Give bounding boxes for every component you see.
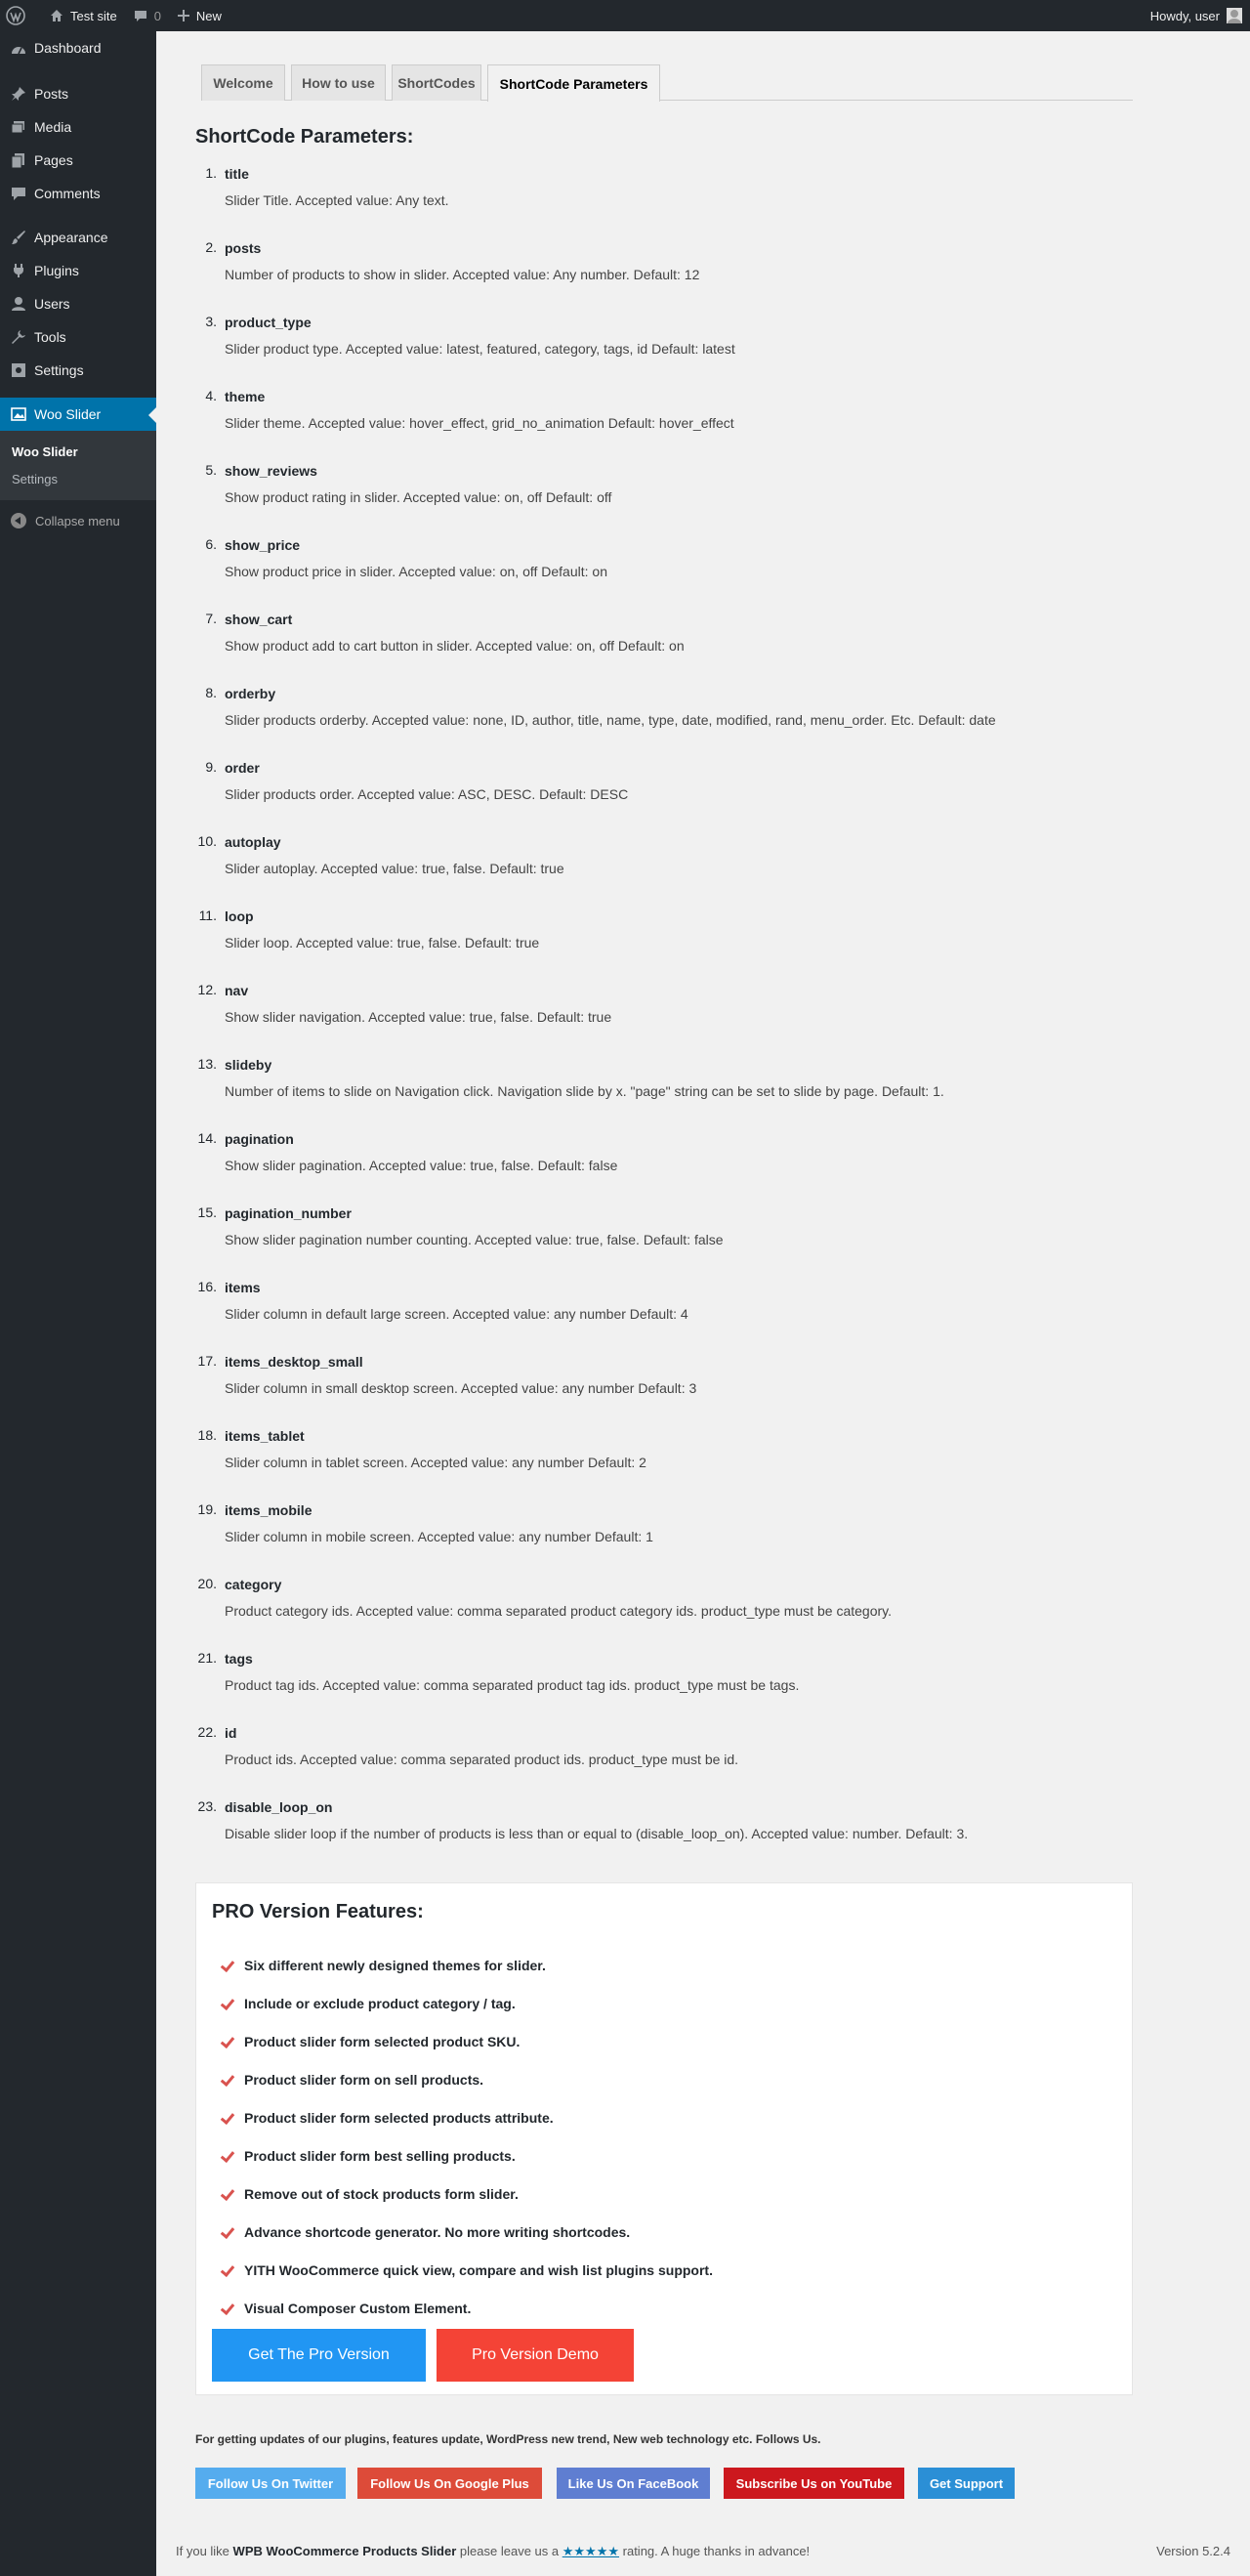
footer-pre: If you like xyxy=(176,2544,229,2558)
page-title: ShortCode Parameters: xyxy=(195,126,414,148)
parameter-description: Slider Title. Accepted value: Any text. xyxy=(225,192,449,208)
parameter-name: order xyxy=(225,760,260,776)
submenu-item-settings[interactable]: Settings xyxy=(12,471,58,486)
checkmark-icon xyxy=(220,2073,233,2087)
pro-feature-item xyxy=(212,2022,713,2060)
checkmark-icon xyxy=(220,2263,233,2277)
pro-feature-label: Remove out of stock products form slider. xyxy=(244,2185,519,2202)
parameter-number: 6. xyxy=(205,536,217,552)
howdy-text: Howdy, user xyxy=(1149,8,1220,23)
parameter-number: 18. xyxy=(197,1427,217,1443)
parameter-item xyxy=(195,1204,1133,1279)
checkmark-icon xyxy=(220,2035,233,2048)
sidebar-item-label: Media xyxy=(34,119,72,135)
parameter-name: nav xyxy=(225,983,249,998)
parameter-number: 20. xyxy=(197,1576,217,1591)
pro-feature-item xyxy=(212,1946,713,1984)
collapse-menu-button[interactable] xyxy=(0,504,156,537)
parameter-item xyxy=(195,1056,1133,1130)
sidebar-item-label: Woo Slider xyxy=(34,406,102,422)
checkmark-icon xyxy=(220,2225,233,2239)
plugin-icon xyxy=(9,261,28,280)
sidebar-item-settings[interactable] xyxy=(0,354,156,387)
rating-stars-link[interactable]: ★★★★★ xyxy=(562,2544,620,2558)
parameter-name: slideby xyxy=(225,1057,272,1073)
sidebar-item-pages[interactable] xyxy=(0,144,156,177)
parameter-item xyxy=(195,1130,1133,1204)
parameter-number: 2. xyxy=(205,239,217,255)
sidebar-item-appearance[interactable] xyxy=(0,221,156,254)
parameter-item xyxy=(195,908,1133,982)
parameter-item xyxy=(195,536,1133,611)
pro-feature-item xyxy=(212,2136,713,2175)
tab-how-to-use[interactable]: How to use xyxy=(291,64,386,101)
checkmark-icon xyxy=(220,2111,233,2125)
checkmark-icon xyxy=(220,2187,233,2201)
sidebar-item-label: Users xyxy=(34,296,70,312)
parameter-item xyxy=(195,1724,1133,1798)
parameter-description: Product category ids. Accepted value: comma separated product category ids. product_type must be category. xyxy=(225,1603,892,1619)
footer-mid: please leave us a xyxy=(459,2544,560,2558)
parameter-name: posts xyxy=(225,240,262,256)
parameter-item xyxy=(195,314,1133,388)
plus-icon xyxy=(177,9,190,22)
parameters-list xyxy=(195,165,1133,1873)
parameter-description: Show product add to cart button in slider. Accepted value: on, off Default: on xyxy=(225,638,685,654)
parameter-description: Show slider pagination. Accepted value: true, false. Default: false xyxy=(225,1158,618,1173)
parameter-name: id xyxy=(225,1725,237,1741)
parameter-description: Slider column in tablet screen. Accepted value: any number Default: 2 xyxy=(225,1455,646,1470)
parameter-number: 15. xyxy=(197,1204,217,1220)
submenu-item-woo-slider[interactable]: Woo Slider xyxy=(12,443,78,459)
pin-icon xyxy=(9,84,28,104)
pro-feature-label: Six different newly designed themes for slider. xyxy=(244,1957,546,1973)
parameter-name: disable_loop_on xyxy=(225,1799,333,1815)
parameter-item xyxy=(195,833,1133,908)
footer-post: rating. A huge thanks in advance! xyxy=(622,2544,811,2558)
pro-feature-label: YITH WooCommerce quick view, compare and wish list plugins support. xyxy=(244,2261,713,2278)
parameter-item xyxy=(195,982,1133,1056)
menu-separator xyxy=(0,210,156,221)
pro-features-title: PRO Version Features: xyxy=(212,1901,424,1922)
dashboard-icon xyxy=(9,40,28,60)
parameter-number: 13. xyxy=(197,1056,217,1072)
pro-feature-label: Advance shortcode generator. No more writing shortcodes. xyxy=(244,2223,631,2240)
parameter-item xyxy=(195,759,1133,833)
site-name: Test site xyxy=(70,8,117,23)
parameter-name: orderby xyxy=(225,686,276,701)
parameter-number: 12. xyxy=(197,982,217,997)
checkmark-icon xyxy=(220,1959,233,1972)
get-support-button[interactable]: Get Support xyxy=(918,2468,1015,2499)
parameter-description: Slider products orderby. Accepted value: none, ID, author, title, name, type, date, modified, rand, menu_order. Etc. Default: date xyxy=(225,712,996,728)
checkmark-icon xyxy=(220,2302,233,2315)
admin-sidebar xyxy=(0,31,156,2576)
wrench-icon xyxy=(9,327,28,347)
parameter-number: 19. xyxy=(197,1501,217,1517)
get-pro-button[interactable]: Get The Pro Version xyxy=(212,2329,426,2382)
parameter-name: title xyxy=(225,166,249,182)
collapse-arrow-icon xyxy=(11,513,26,528)
parameter-name: show_price xyxy=(225,537,301,553)
pro-demo-button[interactable]: Pro Version Demo xyxy=(437,2329,634,2382)
wp-logo-icon[interactable] xyxy=(0,0,41,31)
parameter-description: Slider column in default large screen. Accepted value: any number Default: 4 xyxy=(225,1306,688,1322)
parameter-item xyxy=(195,165,1133,239)
menu-separator xyxy=(0,387,156,398)
pro-feature-label: Product slider form selected product SKU. xyxy=(244,2033,521,2049)
parameter-description: Show product rating in slider. Accepted value: on, off Default: off xyxy=(225,489,612,505)
parameter-name: items_mobile xyxy=(225,1502,312,1518)
sidebar-item-posts[interactable] xyxy=(0,77,156,110)
parameter-item xyxy=(195,1501,1133,1576)
parameter-item xyxy=(195,1353,1133,1427)
pro-feature-item xyxy=(212,2175,713,2213)
follow-text: For getting updates of our plugins, features update, WordPress new trend, New web technology etc. Follows Us. xyxy=(195,2432,821,2446)
parameter-number: 11. xyxy=(198,908,217,923)
facebook-button[interactable]: Like Us On FaceBook xyxy=(557,2468,710,2499)
parameter-number: 9. xyxy=(205,759,217,775)
parameter-item xyxy=(195,1798,1133,1873)
parameter-name: tags xyxy=(225,1651,253,1667)
parameter-description: Slider column in mobile screen. Accepted value: any number Default: 1 xyxy=(225,1529,653,1544)
media-icon xyxy=(9,117,28,137)
parameter-number: 16. xyxy=(197,1279,217,1294)
parameter-name: items_desktop_small xyxy=(225,1354,363,1370)
parameter-description: Number of products to show in slider. Accepted value: Any number. Default: 12 xyxy=(225,267,700,282)
parameter-number: 23. xyxy=(197,1798,217,1814)
sidebar-item-label: Plugins xyxy=(34,263,79,278)
pro-feature-item xyxy=(212,1984,713,2022)
pages-icon xyxy=(9,150,28,170)
footer-plugin-name: WPB WooCommerce Products Slider xyxy=(232,2544,457,2558)
pro-feature-item xyxy=(212,2098,713,2136)
parameter-name: autoplay xyxy=(225,834,281,850)
sidebar-item-label: Tools xyxy=(34,329,66,345)
parameter-description: Product tag ids. Accepted value: comma separated product tag ids. product_type must be tags. xyxy=(225,1677,800,1693)
comment-bubble-icon xyxy=(133,8,148,23)
users-icon xyxy=(9,294,28,314)
checkmark-icon xyxy=(220,1997,233,2010)
parameter-item xyxy=(195,1650,1133,1724)
pro-feature-item xyxy=(212,2213,713,2251)
parameter-number: 3. xyxy=(205,314,217,329)
menu-separator xyxy=(0,66,156,77)
sidebar-item-plugins[interactable] xyxy=(0,254,156,287)
tab-shortcodes[interactable]: ShortCodes xyxy=(392,64,481,101)
parameter-name: category xyxy=(225,1577,282,1592)
pro-feature-item xyxy=(212,2289,713,2327)
sidebar-item-comments[interactable] xyxy=(0,177,156,210)
pro-feature-label: Include or exclude product category / tag. xyxy=(244,1995,516,2011)
sidebar-item-label: Pages xyxy=(34,152,73,168)
parameter-name: items_tablet xyxy=(225,1428,305,1444)
tab-welcome[interactable]: Welcome xyxy=(201,64,285,101)
parameter-description: Slider autoplay. Accepted value: true, false. Default: true xyxy=(225,861,564,876)
parameter-description: Number of items to slide on Navigation click. Navigation slide by x. "page" string can be set to slide by page. Default: 1. xyxy=(225,1083,944,1099)
parameter-number: 4. xyxy=(205,388,217,403)
new-label: New xyxy=(195,8,222,23)
parameter-description: Slider loop. Accepted value: true, false. Default: true xyxy=(225,935,540,950)
sidebar-item-woo-slider[interactable] xyxy=(0,398,156,431)
sidebar-item-label: Dashboard xyxy=(34,40,102,56)
pro-feature-label: Visual Composer Custom Element. xyxy=(244,2300,472,2316)
parameter-item xyxy=(195,1576,1133,1650)
parameter-name: show_reviews xyxy=(225,463,317,479)
parameter-number: 5. xyxy=(205,462,217,478)
parameter-item xyxy=(195,1279,1133,1353)
pro-feature-label: Product slider form selected products attribute. xyxy=(244,2109,554,2126)
tab-shortcode-parameters[interactable]: ShortCode Parameters xyxy=(487,64,660,102)
youtube-button[interactable]: Subscribe Us on YouTube xyxy=(724,2468,904,2499)
footer-version: Version 5.2.4 xyxy=(1156,2544,1230,2558)
parameter-number: 8. xyxy=(205,685,217,700)
tab-bar xyxy=(201,64,1133,101)
parameter-description: Slider product type. Accepted value: latest, featured, category, tags, id Default: latest xyxy=(225,341,735,357)
parameter-item xyxy=(195,685,1133,759)
comments-count: 0 xyxy=(153,8,161,23)
avatar xyxy=(1227,8,1242,23)
parameter-description: Disable slider loop if the number of products is less than or equal to (disable_loop_on). Accepted value: number. Default: 3. xyxy=(225,1826,969,1841)
parameter-number: 14. xyxy=(197,1130,217,1146)
twitter-button[interactable]: Follow Us On Twitter xyxy=(195,2468,346,2499)
pro-feature-item xyxy=(212,2251,713,2289)
comments-link[interactable] xyxy=(125,0,169,31)
brush-icon xyxy=(9,228,28,247)
sidebar-item-tools[interactable] xyxy=(0,320,156,354)
parameter-name: show_cart xyxy=(225,612,293,627)
collapse-label: Collapse menu xyxy=(35,513,120,528)
parameter-description: Product ids. Accepted value: comma separated product ids. product_type must be id. xyxy=(225,1752,739,1767)
sidebar-item-media[interactable] xyxy=(0,110,156,144)
parameter-item xyxy=(195,462,1133,536)
sidebar-item-label: Appearance xyxy=(34,230,108,245)
parameter-name: product_type xyxy=(225,315,312,330)
parameter-number: 21. xyxy=(197,1650,217,1666)
admin-bar xyxy=(0,0,1250,31)
settings-icon xyxy=(9,360,28,380)
home-icon xyxy=(49,8,64,23)
parameter-description: Slider theme. Accepted value: hover_effect, grid_no_animation Default: hover_effect xyxy=(225,415,734,431)
site-link[interactable] xyxy=(41,0,125,31)
pro-features-box xyxy=(195,1882,1133,2395)
google-plus-button[interactable]: Follow Us On Google Plus xyxy=(357,2468,542,2499)
slider-icon xyxy=(9,404,28,424)
pro-feature-item xyxy=(212,2060,713,2098)
pro-feature-label: Product slider form best selling products. xyxy=(244,2147,516,2164)
parameter-item xyxy=(195,611,1133,685)
parameter-description: Show slider navigation. Accepted value: true, false. Default: true xyxy=(225,1009,612,1025)
new-content-link[interactable] xyxy=(169,0,229,31)
parameter-number: 17. xyxy=(197,1353,217,1369)
parameter-description: Slider column in small desktop screen. Accepted value: any number Default: 3 xyxy=(225,1380,697,1396)
parameter-item xyxy=(195,388,1133,462)
parameter-name: pagination_number xyxy=(225,1205,352,1221)
pro-feature-label: Product slider form on sell products. xyxy=(244,2071,484,2088)
parameter-description: Show slider pagination number counting. Accepted value: true, false. Default: false xyxy=(225,1232,724,1247)
parameter-name: theme xyxy=(225,389,266,404)
sidebar-item-dashboard[interactable] xyxy=(0,40,156,66)
sidebar-item-label: Posts xyxy=(34,86,69,102)
parameter-name: pagination xyxy=(225,1131,294,1147)
parameter-number: 7. xyxy=(205,611,217,626)
comments-icon xyxy=(9,184,28,203)
sidebar-item-label: Comments xyxy=(34,186,101,201)
parameter-name: loop xyxy=(225,908,254,924)
checkmark-icon xyxy=(220,2149,233,2163)
parameter-number: 1. xyxy=(205,165,217,181)
footer-rating-text xyxy=(176,2544,810,2559)
sidebar-item-users[interactable] xyxy=(0,287,156,320)
pro-features-list xyxy=(212,1946,713,2327)
parameter-item xyxy=(195,1427,1133,1501)
parameter-name: items xyxy=(225,1280,261,1295)
woo-slider-submenu xyxy=(0,431,156,500)
parameter-item xyxy=(195,239,1133,314)
sidebar-item-label: Settings xyxy=(34,362,84,378)
parameter-number: 22. xyxy=(197,1724,217,1740)
parameter-description: Show product price in slider. Accepted value: on, off Default: on xyxy=(225,564,607,579)
parameter-description: Slider products order. Accepted value: ASC, DESC. Default: DESC xyxy=(225,786,629,802)
parameter-number: 10. xyxy=(197,833,217,849)
account-menu[interactable] xyxy=(1150,0,1242,31)
